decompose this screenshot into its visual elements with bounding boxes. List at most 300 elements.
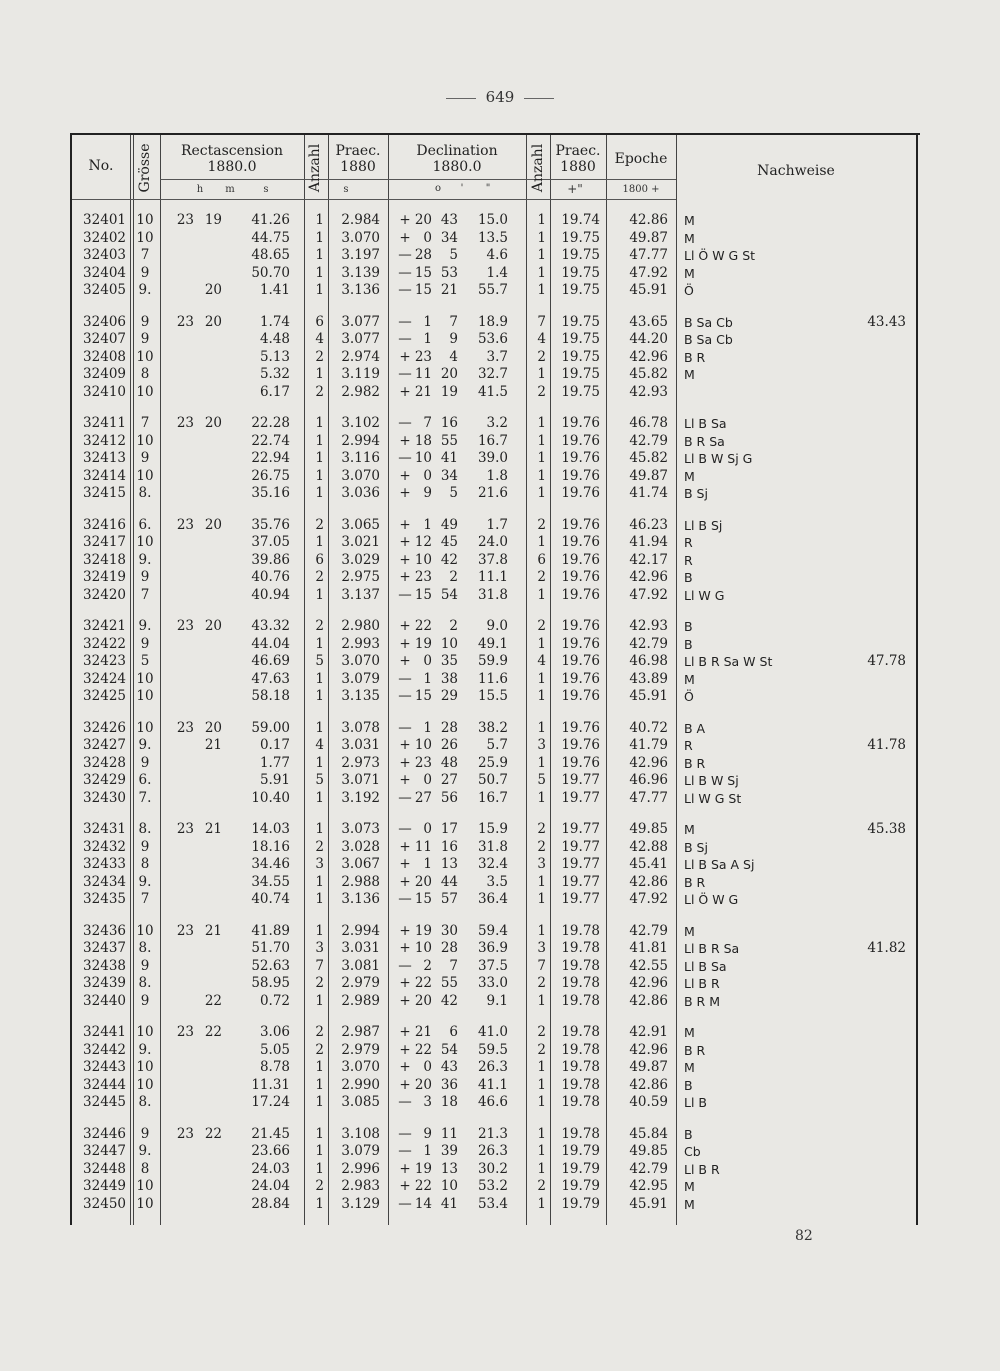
- cell-decl-deg: 27: [414, 789, 432, 806]
- cell-extra-value: 47.78: [867, 653, 906, 669]
- cell-anzahl: 2: [315, 1024, 324, 1040]
- cell-ra-m: 20: [204, 516, 222, 533]
- cell-decl-sec: 59.4: [477, 922, 508, 939]
- cell-anzahl2: 1: [537, 635, 546, 652]
- cell-groesse: 8: [140, 366, 150, 382]
- cell-ra-s: 22.28: [251, 415, 290, 431]
- cell-epoche: 45.84: [629, 1125, 668, 1142]
- cell-decl-deg: 15: [414, 264, 432, 281]
- cell-no: 32423: [83, 653, 126, 669]
- cell-decl-sec: 13.5: [477, 229, 508, 246]
- cell-praec-dec: 19.79: [561, 1160, 600, 1177]
- cell-decl-deg: 9: [423, 485, 432, 501]
- cell-praec-dec: 19.76: [561, 586, 600, 603]
- cell-anzahl: 1: [315, 992, 324, 1009]
- cell-groesse: 9.: [138, 737, 152, 753]
- cell-decl-sign: +: [399, 1178, 411, 1194]
- cell-anzahl: 7: [315, 957, 324, 974]
- cell-decl-sign: —: [398, 789, 412, 806]
- cell-anzahl: 2: [315, 838, 324, 855]
- cell-nachweise: M: [684, 1025, 695, 1040]
- cell-ra-s: 34.46: [251, 856, 290, 872]
- cell-groesse: 9: [140, 569, 150, 585]
- table-row: [72, 790, 920, 807]
- cell-praec-ra: 3.079: [341, 670, 380, 687]
- cell-groesse: 10: [136, 688, 154, 704]
- cell-decl-sec: 30.2: [477, 1160, 508, 1177]
- cell-ra-s: 43.32: [251, 618, 290, 634]
- cell-decl-sign: —: [398, 331, 412, 347]
- cell-decl-sec: 3.2: [486, 415, 508, 431]
- cell-nachweise: M: [684, 1179, 695, 1194]
- cell-decl-sign: —: [398, 821, 412, 837]
- cell-decl-sign: +: [399, 856, 411, 872]
- cell-ra-h: 23: [176, 922, 194, 939]
- cell-praec-dec: 19.76: [561, 534, 600, 550]
- cell-anzahl2: 1: [537, 467, 546, 484]
- cell-nachweise: Ll B R Sa W St: [684, 654, 773, 669]
- cell-nachweise: B R: [684, 874, 706, 890]
- cell-praec-dec: 19.77: [561, 772, 600, 788]
- cell-decl-sign: +: [399, 1076, 411, 1093]
- cell-groesse: 8.: [138, 940, 152, 956]
- cell-ra-s: 44.75: [251, 229, 290, 246]
- table-row: [72, 891, 920, 908]
- cell-decl-deg: 22: [414, 618, 432, 634]
- cell-ra-s: 41.89: [251, 922, 290, 939]
- cell-decl-min: 17: [440, 821, 458, 837]
- cell-anzahl2: 1: [537, 922, 546, 939]
- cell-praec-ra: 2.984: [341, 212, 380, 228]
- cell-epoche: 49.87: [629, 229, 668, 246]
- cell-decl-sec: 1.8: [486, 467, 508, 484]
- cell-epoche: 42.79: [629, 922, 668, 939]
- cell-groesse: 9.: [138, 618, 152, 634]
- cell-decl-sec: 39.0: [477, 450, 508, 466]
- cell-nachweise: Cb: [684, 1144, 701, 1159]
- page-number-text: 649: [485, 88, 515, 106]
- cell-decl-sign: +: [399, 992, 411, 1009]
- cell-decl-min: 28: [440, 940, 458, 956]
- table-row: [72, 856, 920, 873]
- cell-decl-sec: 36.4: [477, 891, 508, 907]
- cell-nachweise: Ll B W Sj: [684, 773, 739, 788]
- cell-praec-ra: 3.070: [341, 1059, 380, 1075]
- cell-praec-ra: 2.993: [341, 635, 380, 652]
- cell-decl-sign: —: [398, 719, 412, 736]
- cell-groesse: 9: [140, 754, 150, 771]
- cell-epoche: 40.72: [629, 719, 668, 736]
- cell-ra-s: 24.04: [251, 1178, 290, 1194]
- cell-no: 32437: [83, 940, 126, 956]
- cell-epoche: 45.91: [629, 688, 668, 704]
- cell-decl-deg: 10: [414, 737, 432, 753]
- cell-decl-sign: +: [399, 551, 411, 568]
- cell-no: 32444: [83, 1076, 126, 1093]
- cell-praec-dec: 19.78: [561, 1059, 600, 1075]
- cell-ra-h: 23: [176, 313, 194, 330]
- table-row: [72, 618, 920, 635]
- cell-decl-sec: 3.5: [486, 873, 508, 890]
- cell-praec-ra: 2.979: [341, 1041, 380, 1058]
- cell-decl-sign: +: [399, 229, 411, 246]
- cell-anzahl2: 1: [537, 873, 546, 890]
- cell-nachweise: M: [684, 822, 695, 837]
- cell-groesse: 10: [136, 467, 154, 484]
- cell-anzahl: 1: [315, 1143, 324, 1159]
- header-epoche: Epoche: [614, 151, 668, 167]
- cell-praec-dec: 19.78: [561, 1125, 600, 1142]
- cell-epoche: 42.86: [629, 1076, 668, 1093]
- table-row: [72, 485, 920, 502]
- cell-decl-min: 56: [440, 789, 458, 806]
- header-praec-dec-epoch: 1880: [560, 159, 596, 175]
- cell-decl-sec: 3.7: [486, 348, 508, 365]
- cell-decl-min: 21: [440, 282, 458, 298]
- cell-epoche: 42.86: [629, 873, 668, 890]
- table-row: [72, 552, 920, 569]
- cell-groesse: 9: [140, 313, 150, 330]
- cell-ra-m: 20: [204, 618, 222, 634]
- cell-nachweise: Ö: [684, 283, 694, 298]
- cell-nachweise: B R: [684, 1042, 706, 1058]
- cell-praec-dec: 19.76: [561, 551, 600, 568]
- cell-nachweise: B Sj: [684, 486, 708, 501]
- cell-praec-ra: 2.980: [341, 618, 380, 634]
- cell-praec-ra: 3.137: [341, 586, 380, 603]
- cell-anzahl: 2: [315, 1178, 324, 1194]
- table-row: [72, 1126, 920, 1143]
- table-row: [72, 1077, 920, 1094]
- cell-ra-s: 40.94: [251, 586, 290, 603]
- cell-decl-sign: —: [398, 1094, 412, 1110]
- cell-epoche: 49.85: [629, 821, 668, 837]
- cell-decl-deg: 1: [423, 670, 432, 687]
- cell-decl-deg: 21: [414, 383, 432, 400]
- cell-decl-min: 55: [440, 432, 458, 449]
- cell-anzahl2: 1: [537, 415, 546, 431]
- cell-decl-sec: 16.7: [477, 789, 508, 806]
- cell-anzahl: 1: [315, 467, 324, 484]
- cell-decl-deg: 21: [414, 1024, 432, 1040]
- cell-decl-deg: 28: [414, 247, 432, 263]
- cell-anzahl2: 2: [537, 348, 546, 365]
- cell-ra-s: 5.05: [259, 1041, 290, 1058]
- cell-no: 32434: [83, 873, 126, 890]
- header-ra-epoch: 1880.0: [207, 159, 257, 175]
- cell-praec-ra: 3.070: [341, 467, 380, 484]
- cell-decl-sign: —: [398, 586, 412, 603]
- cell-nachweise: Ll Ö W G: [684, 892, 739, 907]
- cell-anzahl2: 3: [537, 856, 546, 872]
- cell-anzahl: 1: [315, 415, 324, 431]
- cell-praec-dec: 19.77: [561, 891, 600, 907]
- header-praec-dec-title: Praec.: [555, 143, 601, 159]
- table-row: [72, 993, 920, 1010]
- cell-nachweise: B: [684, 619, 693, 634]
- cell-anzahl2: 2: [537, 1041, 546, 1058]
- table-row: [72, 314, 920, 331]
- cell-no: 32424: [83, 670, 126, 687]
- header-decl-sec: ": [485, 183, 491, 194]
- cell-ra-s: 40.76: [251, 569, 290, 585]
- cell-ra-m: 22: [204, 1024, 222, 1040]
- cell-anzahl2: 2: [537, 516, 546, 533]
- cell-praec-ra: 3.079: [341, 1143, 380, 1159]
- cell-decl-min: 30: [440, 922, 458, 939]
- header-praec-ra-epoch: 1880: [340, 159, 376, 175]
- cell-ra-h: 23: [176, 719, 194, 736]
- cell-anzahl2: 2: [537, 1178, 546, 1194]
- cell-epoche: 42.79: [629, 1160, 668, 1177]
- cell-ra-s: 10.40: [251, 789, 290, 806]
- cell-ra-s: 44.04: [251, 635, 290, 652]
- cell-anzahl: 1: [315, 635, 324, 652]
- cell-decl-deg: 20: [414, 212, 432, 228]
- cell-ra-s: 48.65: [251, 247, 290, 263]
- cell-decl-deg: 11: [414, 366, 432, 382]
- cell-decl-sec: 53.2: [477, 1178, 508, 1194]
- cell-decl-sign: +: [399, 975, 411, 991]
- cell-anzahl2: 6: [537, 551, 546, 568]
- cell-praec-ra: 2.994: [341, 922, 380, 939]
- header-praec-ra-title: Praec.: [335, 143, 381, 159]
- cell-decl-sign: —: [398, 282, 412, 298]
- cell-no: 32402: [83, 229, 126, 246]
- cell-decl-min: 34: [440, 229, 458, 246]
- header-decl-min: ': [460, 183, 464, 194]
- cell-no: 32429: [83, 772, 126, 788]
- cell-nachweise: R: [684, 738, 693, 753]
- header-anzahl2: Anzahl: [530, 143, 546, 193]
- cell-no: 32416: [83, 516, 126, 533]
- cell-decl-min: 43: [440, 212, 458, 228]
- cell-ra-h: 23: [176, 516, 194, 533]
- cell-groesse: 9: [140, 450, 150, 466]
- cell-anzahl: 4: [315, 737, 324, 753]
- cell-ra-s: 46.69: [251, 653, 290, 669]
- cell-epoche: 42.55: [629, 957, 668, 974]
- cell-ra-s: 26.75: [251, 467, 290, 484]
- cell-groesse: 8.: [138, 975, 152, 991]
- cell-no: 32433: [83, 856, 126, 872]
- cell-anzahl2: 1: [537, 688, 546, 704]
- cell-epoche: 45.91: [629, 282, 668, 298]
- cell-praec-ra: 3.081: [341, 957, 380, 974]
- cell-praec-ra: 3.077: [341, 331, 380, 347]
- cell-praec-dec: 19.79: [561, 1195, 600, 1212]
- cell-anzahl: 1: [315, 670, 324, 687]
- cell-praec-dec: 19.75: [561, 247, 600, 263]
- cell-decl-sign: —: [398, 366, 412, 382]
- cell-epoche: 42.91: [629, 1024, 668, 1040]
- cell-decl-sec: 9.0: [486, 618, 508, 634]
- cell-decl-min: 41: [440, 1195, 458, 1212]
- cell-decl-sec: 41.0: [477, 1024, 508, 1040]
- cell-decl-sign: +: [399, 940, 411, 956]
- cell-decl-sign: +: [399, 754, 411, 771]
- cell-no: 32409: [83, 366, 126, 382]
- cell-anzahl: 1: [315, 366, 324, 382]
- cell-decl-deg: 1: [423, 331, 432, 347]
- cell-decl-sign: +: [399, 635, 411, 652]
- cell-nachweise: Ll B Sj: [684, 517, 723, 533]
- cell-epoche: 43.89: [629, 670, 668, 687]
- table-row: [72, 1094, 920, 1111]
- cell-decl-sign: +: [399, 212, 411, 228]
- cell-anzahl2: 1: [537, 719, 546, 736]
- cell-no: 32417: [83, 534, 126, 550]
- cell-anzahl: 1: [315, 1195, 324, 1212]
- cell-decl-min: 44: [440, 873, 458, 890]
- table-row: [72, 1161, 920, 1178]
- cell-groesse: 6.: [138, 516, 152, 533]
- cell-nachweise: R: [684, 535, 693, 550]
- cell-anzahl2: 2: [537, 838, 546, 855]
- table-row: [72, 534, 920, 551]
- cell-ra-s: 14.03: [251, 821, 290, 837]
- cell-anzahl: 2: [315, 383, 324, 400]
- cell-epoche: 42.96: [629, 754, 668, 771]
- cell-decl-deg: 10: [414, 450, 432, 466]
- cell-nachweise: B: [684, 1077, 693, 1093]
- cell-epoche: 47.92: [629, 891, 668, 907]
- cell-extra-value: 41.82: [867, 940, 906, 956]
- cell-decl-sec: 49.1: [477, 635, 508, 652]
- cell-anzahl: 5: [315, 772, 324, 788]
- cell-nachweise: B R M: [684, 993, 720, 1009]
- header-ra-m: m: [225, 184, 235, 195]
- cell-no: 32404: [83, 264, 126, 281]
- cell-praec-ra: 3.071: [341, 772, 380, 788]
- cell-decl-deg: 14: [414, 1195, 432, 1212]
- cell-nachweise: B: [684, 1126, 693, 1142]
- cell-anzahl: 1: [315, 891, 324, 907]
- header-decl-deg: o: [434, 183, 442, 194]
- cell-decl-deg: 10: [414, 551, 432, 568]
- cell-decl-min: 13: [440, 1160, 458, 1177]
- cell-no: 32421: [83, 618, 126, 634]
- cell-anzahl2: 1: [537, 485, 546, 501]
- cell-epoche: 45.41: [629, 856, 668, 872]
- table-row: [72, 688, 920, 705]
- cell-ra-s: 58.95: [251, 975, 290, 991]
- cell-anzahl2: 1: [537, 992, 546, 1009]
- cell-anzahl: 1: [315, 873, 324, 890]
- cell-praec-dec: 19.76: [561, 569, 600, 585]
- cell-anzahl2: 3: [537, 940, 546, 956]
- cell-ra-s: 24.03: [251, 1160, 290, 1177]
- cell-praec-dec: 19.76: [561, 688, 600, 704]
- cell-decl-sign: +: [399, 432, 411, 449]
- cell-praec-dec: 19.75: [561, 264, 600, 281]
- cell-anzahl2: 2: [537, 569, 546, 585]
- cell-decl-deg: 20: [414, 1076, 432, 1093]
- cell-praec-ra: 3.077: [341, 313, 380, 330]
- cell-praec-ra: 3.135: [341, 688, 380, 704]
- table-row: [72, 212, 920, 229]
- cell-groesse: 9.: [138, 551, 152, 568]
- cell-praec-dec: 19.76: [561, 653, 600, 669]
- cell-groesse: 9.: [138, 282, 152, 298]
- cell-decl-sign: +: [399, 569, 411, 585]
- cell-decl-sign: —: [398, 1195, 412, 1212]
- cell-groesse: 8.: [138, 485, 152, 501]
- cell-decl-sec: 46.6: [477, 1094, 508, 1110]
- cell-praec-dec: 19.76: [561, 719, 600, 736]
- cell-anzahl: 2: [315, 975, 324, 991]
- cell-decl-min: 7: [449, 313, 458, 330]
- cell-praec-dec: 19.76: [561, 432, 600, 449]
- cell-nachweise: Ll W G St: [684, 790, 742, 806]
- cell-decl-min: 27: [440, 772, 458, 788]
- cell-epoche: 46.78: [629, 415, 668, 431]
- cell-anzahl2: 1: [537, 282, 546, 298]
- cell-groesse: 10: [136, 383, 154, 400]
- cell-nachweise: B Sa Cb: [684, 332, 733, 347]
- cell-ra-s: 0.72: [259, 992, 290, 1009]
- cell-anzahl2: 5: [537, 772, 546, 788]
- cell-decl-sign: —: [398, 1143, 412, 1159]
- cell-ra-m: 20: [204, 282, 222, 298]
- cell-decl-deg: 15: [414, 586, 432, 603]
- cell-groesse: 7: [140, 891, 150, 907]
- cell-decl-sign: —: [398, 1125, 412, 1142]
- cell-anzahl: 2: [315, 569, 324, 585]
- table-row: [72, 671, 920, 688]
- cell-praec-dec: 19.78: [561, 1094, 600, 1110]
- cell-no: 32420: [83, 586, 126, 603]
- cell-no: 32408: [83, 348, 126, 365]
- cell-nachweise: Ll Ö W G St: [684, 248, 756, 263]
- cell-praec-ra: 3.116: [341, 450, 380, 466]
- header-no: No.: [88, 158, 114, 174]
- cell-nachweise: R: [684, 552, 693, 568]
- page-number-dash-left: [446, 98, 476, 99]
- cell-ra-m: 21: [204, 737, 222, 753]
- cell-decl-sec: 41.1: [477, 1076, 508, 1093]
- cell-praec-ra: 2.994: [341, 432, 380, 449]
- cell-ra-s: 51.70: [251, 940, 290, 956]
- cell-decl-sec: 18.9: [477, 313, 508, 330]
- cell-epoche: 42.17: [629, 551, 668, 568]
- cell-praec-ra: 2.996: [341, 1160, 380, 1177]
- cell-praec-dec: 19.76: [561, 635, 600, 652]
- table-row: [72, 772, 920, 789]
- cell-groesse: 10: [136, 212, 154, 228]
- cell-ra-s: 3.06: [259, 1024, 290, 1040]
- cell-praec-dec: 19.75: [561, 229, 600, 246]
- table-row: [72, 737, 920, 754]
- cell-praec-ra: 3.029: [341, 551, 380, 568]
- cell-decl-min: 20: [440, 366, 458, 382]
- cell-anzahl: 1: [315, 247, 324, 263]
- cell-decl-deg: 23: [414, 569, 432, 585]
- cell-decl-min: 26: [440, 737, 458, 753]
- cell-groesse: 8.: [138, 1094, 152, 1110]
- cell-decl-min: 38: [440, 670, 458, 687]
- cell-decl-deg: 1: [423, 719, 432, 736]
- cell-groesse: 10: [136, 348, 154, 365]
- cell-anzahl2: 1: [537, 1059, 546, 1075]
- cell-praec-dec: 19.78: [561, 975, 600, 991]
- header-anzahl: Anzahl: [307, 143, 323, 193]
- cell-decl-deg: 23: [414, 348, 432, 365]
- cell-epoche: 40.59: [629, 1094, 668, 1110]
- cell-decl-sec: 1.7: [486, 516, 508, 533]
- cell-no: 32438: [83, 957, 126, 974]
- cell-decl-deg: 0: [423, 653, 432, 669]
